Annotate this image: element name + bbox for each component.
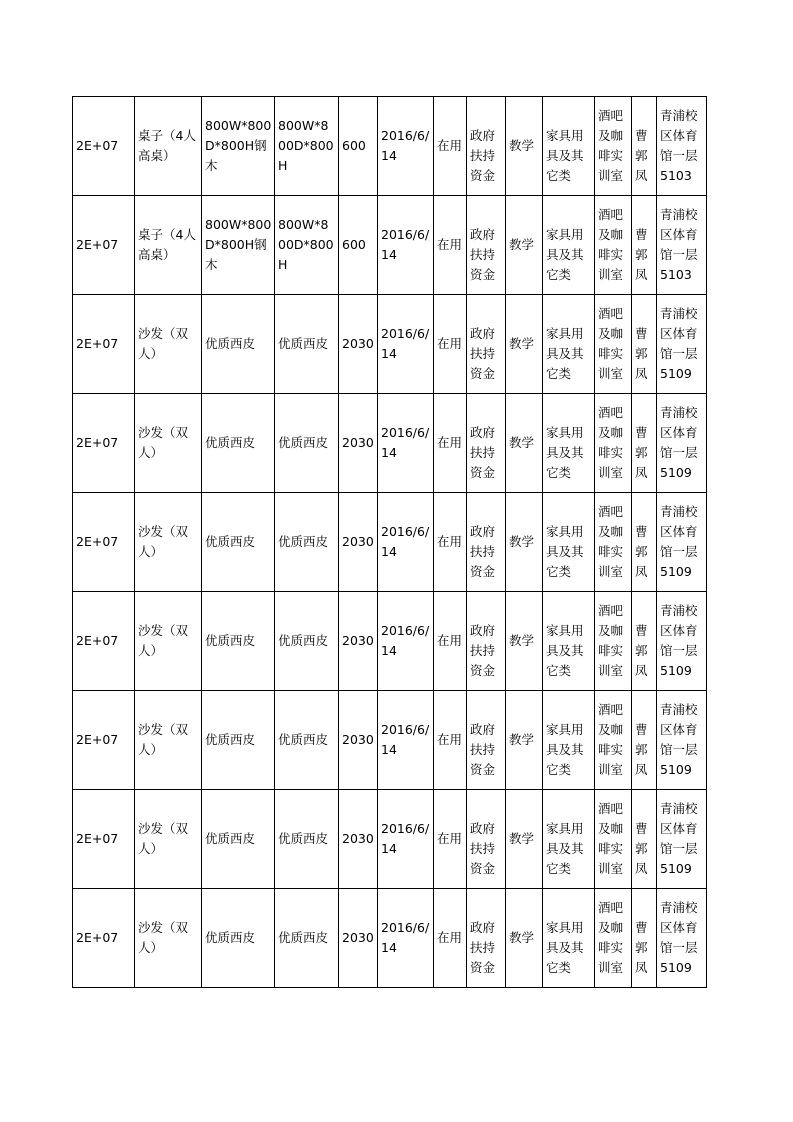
table-row — [73, 196, 707, 295]
user-cell: 曹郭凤 — [632, 493, 657, 592]
amount-cell: 2E+07 — [73, 394, 135, 493]
price-cell: 2030 — [339, 493, 378, 592]
room-cell: 酒吧及咖啡实训室 — [595, 790, 632, 889]
user-cell: 曹郭凤 — [632, 295, 657, 394]
location-cell: 青浦校区体育馆一层5109 — [657, 889, 707, 988]
room-cell: 酒吧及咖啡实训室 — [595, 691, 632, 790]
location-cell: 青浦校区体育馆一层5109 — [657, 394, 707, 493]
room-cell: 酒吧及咖啡实训室 — [595, 592, 632, 691]
fund-source-cell: 政府扶持资金 — [467, 196, 506, 295]
status-cell: 在用 — [434, 889, 467, 988]
fund-source-cell: 政府扶持资金 — [467, 592, 506, 691]
room-cell: 酒吧及咖啡实训室 — [595, 196, 632, 295]
model-cell: 800W*800D*800H — [275, 196, 339, 295]
table-row — [73, 493, 707, 592]
status-cell: 在用 — [434, 295, 467, 394]
location-cell: 青浦校区体育馆一层5109 — [657, 295, 707, 394]
category-cell: 家具用具及其它类 — [543, 493, 595, 592]
name-cell: 沙发（双人） — [135, 889, 202, 988]
usage-cell: 教学 — [506, 592, 543, 691]
spec-cell: 优质西皮 — [202, 790, 275, 889]
asset-table — [72, 96, 707, 988]
category-cell: 家具用具及其它类 — [543, 295, 595, 394]
model-cell: 优质西皮 — [275, 493, 339, 592]
date-cell: 2016/6/14 — [378, 196, 434, 295]
spec-cell: 优质西皮 — [202, 394, 275, 493]
location-cell: 青浦校区体育馆一层5109 — [657, 790, 707, 889]
amount-cell: 2E+07 — [73, 691, 135, 790]
fund-source-cell: 政府扶持资金 — [467, 493, 506, 592]
date-cell: 2016/6/14 — [378, 493, 434, 592]
fund-source-cell: 政府扶持资金 — [467, 97, 506, 196]
spec-cell: 优质西皮 — [202, 691, 275, 790]
usage-cell: 教学 — [506, 493, 543, 592]
name-cell: 桌子（4人高桌） — [135, 196, 202, 295]
room-cell: 酒吧及咖啡实训室 — [595, 97, 632, 196]
fund-source-cell: 政府扶持资金 — [467, 394, 506, 493]
spec-cell: 优质西皮 — [202, 889, 275, 988]
user-cell: 曹郭凤 — [632, 790, 657, 889]
status-cell: 在用 — [434, 394, 467, 493]
price-cell: 600 — [339, 196, 378, 295]
model-cell: 优质西皮 — [275, 295, 339, 394]
user-cell: 曹郭凤 — [632, 394, 657, 493]
table-row — [73, 295, 707, 394]
date-cell: 2016/6/14 — [378, 592, 434, 691]
name-cell: 沙发（双人） — [135, 394, 202, 493]
fund-source-cell: 政府扶持资金 — [467, 295, 506, 394]
category-cell: 家具用具及其它类 — [543, 196, 595, 295]
spec-cell: 优质西皮 — [202, 592, 275, 691]
location-cell: 青浦校区体育馆一层5109 — [657, 592, 707, 691]
usage-cell: 教学 — [506, 97, 543, 196]
price-cell: 2030 — [339, 295, 378, 394]
amount-cell: 2E+07 — [73, 889, 135, 988]
model-cell: 优质西皮 — [275, 889, 339, 988]
spec-cell: 800W*800D*800H钢木 — [202, 97, 275, 196]
price-cell: 2030 — [339, 592, 378, 691]
room-cell: 酒吧及咖啡实训室 — [595, 394, 632, 493]
category-cell: 家具用具及其它类 — [543, 691, 595, 790]
status-cell: 在用 — [434, 493, 467, 592]
amount-cell: 2E+07 — [73, 790, 135, 889]
table-body — [73, 97, 707, 988]
usage-cell: 教学 — [506, 790, 543, 889]
room-cell: 酒吧及咖啡实训室 — [595, 889, 632, 988]
usage-cell: 教学 — [506, 394, 543, 493]
user-cell: 曹郭凤 — [632, 592, 657, 691]
status-cell: 在用 — [434, 97, 467, 196]
category-cell: 家具用具及其它类 — [543, 790, 595, 889]
user-cell: 曹郭凤 — [632, 97, 657, 196]
user-cell: 曹郭凤 — [632, 889, 657, 988]
table-row — [73, 394, 707, 493]
amount-cell: 2E+07 — [73, 592, 135, 691]
price-cell: 600 — [339, 97, 378, 196]
name-cell: 沙发（双人） — [135, 790, 202, 889]
name-cell: 沙发（双人） — [135, 691, 202, 790]
name-cell: 桌子（4人高桌） — [135, 97, 202, 196]
usage-cell: 教学 — [506, 691, 543, 790]
status-cell: 在用 — [434, 790, 467, 889]
model-cell: 800W*800D*800H — [275, 97, 339, 196]
price-cell: 2030 — [339, 889, 378, 988]
category-cell: 家具用具及其它类 — [543, 889, 595, 988]
amount-cell: 2E+07 — [73, 196, 135, 295]
category-cell: 家具用具及其它类 — [543, 97, 595, 196]
name-cell: 沙发（双人） — [135, 295, 202, 394]
room-cell: 酒吧及咖啡实训室 — [595, 493, 632, 592]
model-cell: 优质西皮 — [275, 790, 339, 889]
date-cell: 2016/6/14 — [378, 97, 434, 196]
location-cell: 青浦校区体育馆一层5103 — [657, 97, 707, 196]
table-row — [73, 592, 707, 691]
fund-source-cell: 政府扶持资金 — [467, 889, 506, 988]
price-cell: 2030 — [339, 691, 378, 790]
model-cell: 优质西皮 — [275, 592, 339, 691]
category-cell: 家具用具及其它类 — [543, 394, 595, 493]
table-row — [73, 691, 707, 790]
date-cell: 2016/6/14 — [378, 295, 434, 394]
date-cell: 2016/6/14 — [378, 394, 434, 493]
user-cell: 曹郭凤 — [632, 196, 657, 295]
date-cell: 2016/6/14 — [378, 790, 434, 889]
price-cell: 2030 — [339, 394, 378, 493]
fund-source-cell: 政府扶持资金 — [467, 790, 506, 889]
name-cell: 沙发（双人） — [135, 493, 202, 592]
model-cell: 优质西皮 — [275, 394, 339, 493]
usage-cell: 教学 — [506, 295, 543, 394]
status-cell: 在用 — [434, 196, 467, 295]
user-cell: 曹郭凤 — [632, 691, 657, 790]
amount-cell: 2E+07 — [73, 97, 135, 196]
table-row — [73, 790, 707, 889]
spec-cell: 800W*800D*800H钢木 — [202, 196, 275, 295]
status-cell: 在用 — [434, 691, 467, 790]
fund-source-cell: 政府扶持资金 — [467, 691, 506, 790]
name-cell: 沙发（双人） — [135, 592, 202, 691]
amount-cell: 2E+07 — [73, 295, 135, 394]
spec-cell: 优质西皮 — [202, 295, 275, 394]
status-cell: 在用 — [434, 592, 467, 691]
usage-cell: 教学 — [506, 196, 543, 295]
location-cell: 青浦校区体育馆一层5109 — [657, 691, 707, 790]
category-cell: 家具用具及其它类 — [543, 592, 595, 691]
location-cell: 青浦校区体育馆一层5103 — [657, 196, 707, 295]
date-cell: 2016/6/14 — [378, 889, 434, 988]
amount-cell: 2E+07 — [73, 493, 135, 592]
table-row — [73, 889, 707, 988]
spec-cell: 优质西皮 — [202, 493, 275, 592]
room-cell: 酒吧及咖啡实训室 — [595, 295, 632, 394]
price-cell: 2030 — [339, 790, 378, 889]
table-row — [73, 97, 707, 196]
date-cell: 2016/6/14 — [378, 691, 434, 790]
usage-cell: 教学 — [506, 889, 543, 988]
model-cell: 优质西皮 — [275, 691, 339, 790]
location-cell: 青浦校区体育馆一层5109 — [657, 493, 707, 592]
